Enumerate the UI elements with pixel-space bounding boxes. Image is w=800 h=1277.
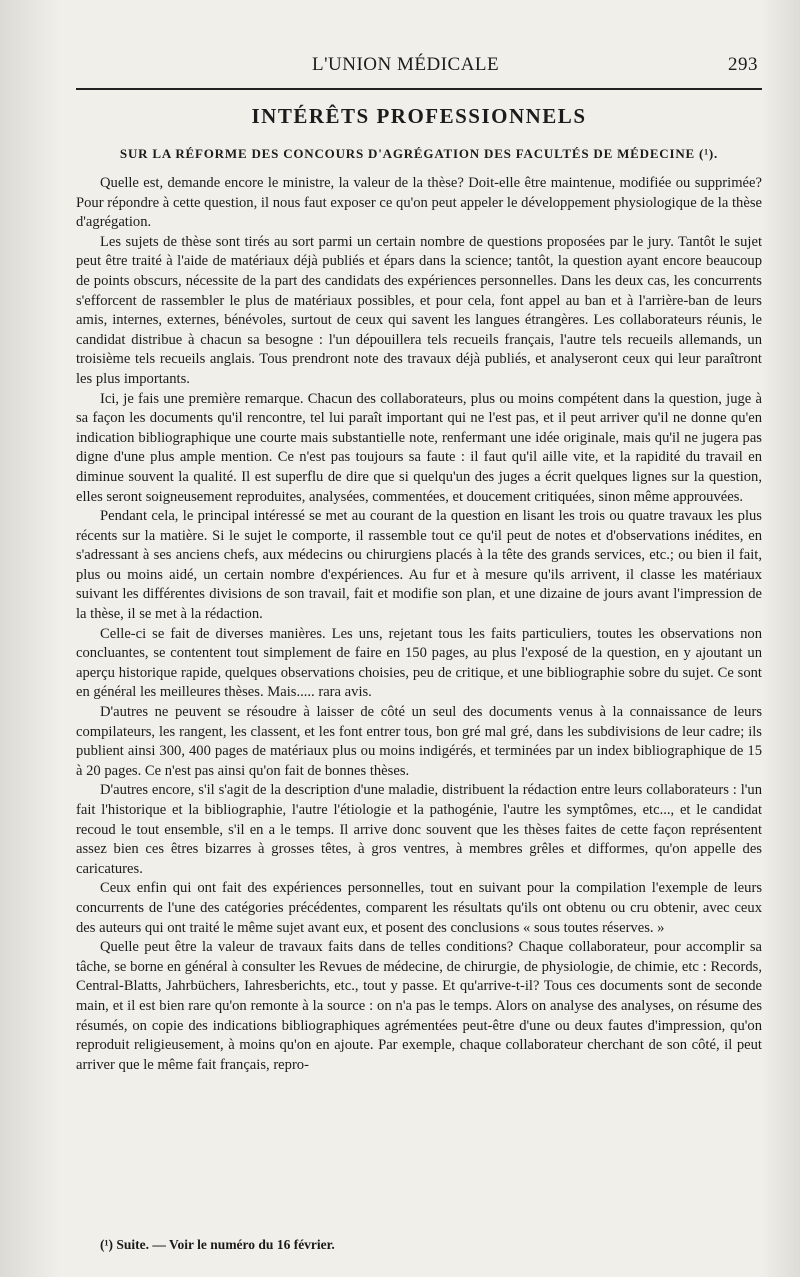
footnote: (¹) Suite. — Voir le numéro du 16 février. [100,1237,335,1252]
page-number: 293 [728,54,758,75]
article-body [76,174,762,1075]
article-subtitle: SUR LA RÉFORME DES CONCOURS D'AGRÉGATION DES FACULTÉS DE MÉDECINE (¹). [119,146,719,161]
paragraph: Quelle est, demande encore le ministre, la valeur de la thèse? Doit-elle être maintenue, modifiée ou supprimée? Pour répondre à cette question, il nous faut exposer ce qu'on peut appeler le développement physiologique de la thèse d'agrégation. [76,175,762,231]
paragraph: Les sujets de thèse sont tirés au sort parmi un certain nombre de questions proposées par le jury. Tantôt le sujet peut être traité à l'aide de matériaux déjà publiés et épars dans la science; tantôt, la question ayant encore beaucoup de points obscurs, nécessite de la part des candidats des expériences personnelles. Dans les deux cas, les concurrents s'efforcent de rassembler le plus de matériaux possibles, et pour cela, font appel au ban et à l'arrière-ban de leurs amis, internes, externes, bénévoles, surtout de ceux qui savent les langues étrangères. Les collaborateurs réunis, le candidat distribue à chacun sa besogne : l'un dépouillera tels recueils français, l'autre tels recueils allemands, un troisième tels recueils anglais. Tous prendront note des travaux déjà publiés, et analyseront ceux qui leur paraîtront les plus importants. [76,233,762,387]
section-title: INTÉRÊTS PROFESSIONNELS [251,104,587,128]
paragraph: Ici, je fais une première remarque. Chacun des collaborateurs, plus ou moins compétent dans la question, juge à sa façon les documents qu'il rencontre, tel lui paraît important qui ne l'est pas, et il peut arriver qu'il ne donne qu'en indication bibliographique une courte mais substantielle note, renfermant une idée originale, mais qu'il ne jugera pas digne d'une plus ample mention. Ce n'est pas toujours sa faute : il faut qu'il aille vite, et la rapidité du travail en diminue souvent la qualité. Il est superflu de dire que si quelqu'un des juges a écrit quelques lignes sur la question, elles seront soigneusement reproduites, analysées, commentées, et doucement critiquées, sinon même approuvées. [76,390,762,505]
paragraph: Pendant cela, le principal intéressé se met au courant de la question en lisant les trois ou quatre travaux les plus récents sur la matière. Si le sujet le comporte, il rassemble tout ce qu'il peut de notes et d'observations inédites, en s'adressant à ses anciens chefs, aux médecins ou chirurgiens placés à la tête des grands services, etc.; ou bien il fait, plus ou moins aidé, un certain nombre d'expériences. Au fur et à mesure qu'ils arrivent, il classe les matériaux suivant les différentes divisions de son travail, fait et modifie son plan, et une dizaine de jours avant l'impression de la thèse, il se met à la rédaction. [76,508,762,623]
paragraph: Quelle peut être la valeur de travaux faits dans de telles conditions? Chaque collaborateur, pour accomplir sa tâche, se borne en général à consulter les Revues de médecine, de chirurgie, de physiologie, de chimie, etc : Records, Central-Blatts, Jahrbüchers, Iahresberichts, etc., tout y passe. Et qu'arrive-t-il? Tous ces documents sont de seconde main, et il est bien rare qu'on remonte à la source : on n'a pas le temps. Alors on analyse des analyses, on résume des résumés, on copie des indications bibliographiques agrémentées peut-être d'une ou deux fautes d'impression, qu'on reproduit religieusement, à moins qu'on en ajoute. Par exemple, chaque collaborateur cherchant de son côté, il peut arriver que le même fait français, repro- [76,939,762,1073]
paragraph: D'autres encore, s'il s'agit de la description d'une maladie, distribuent la rédaction entre leurs collaborateurs : l'un fait l'historique et la bibliographie, l'autre l'étiologie et la pathogénie, l'autre les symptômes, etc..., et le candidat recoud le tout ensemble, s'il en a le temps. Il arrive donc souvent que les thèses faites de cette façon représentent assez bien ces êtres bizarres à grosses têtes, à gros ventres, à membres grêles et difformes, qu'on appelle des caricatures. [76,782,762,877]
paragraph: D'autres ne peuvent se résoudre à laisser de côté un seul des documents venus à la connaissance de leurs compilateurs, les rangent, les classent, et les font entrer tous, bon gré mal gré, dans les subdivisions de leur cadre; ils publient ainsi 300, 400 pages de matériaux plus ou moins indigérés, et terminées par un index bibliographique de 15 à 20 pages. Ce n'est pas ainsi qu'on fait de bonnes thèses. [76,704,762,779]
paragraph: Ceux enfin qui ont fait des expériences personnelles, tout en suivant pour la compilation l'exemple de leurs concurrents de l'une des catégories précédentes, comparent les résultats qu'ils ont obtenu ou cru obtenir, avec ceux des auteurs qui ont traité le même sujet avant eux, et posent des conclusions « sous toutes réserves. » [76,880,762,936]
paragraph: Celle-ci se fait de diverses manières. Les uns, rejetant tous les faits particuliers, toutes les observations non concluantes, se contentent tout simplement de faire en 150 pages, au plus l'exposé de la question, en y ajoutant un aperçu historique rapide, quelques observations choisies, peu de critique, et une bibliographie sobre du sujet. Ce sont en général les meilleures thèses. Mais..... rara avis. [76,625,762,701]
journal-title: L'UNION MÉDICALE [312,54,500,75]
header-rule [76,88,762,90]
running-head [76,54,762,80]
